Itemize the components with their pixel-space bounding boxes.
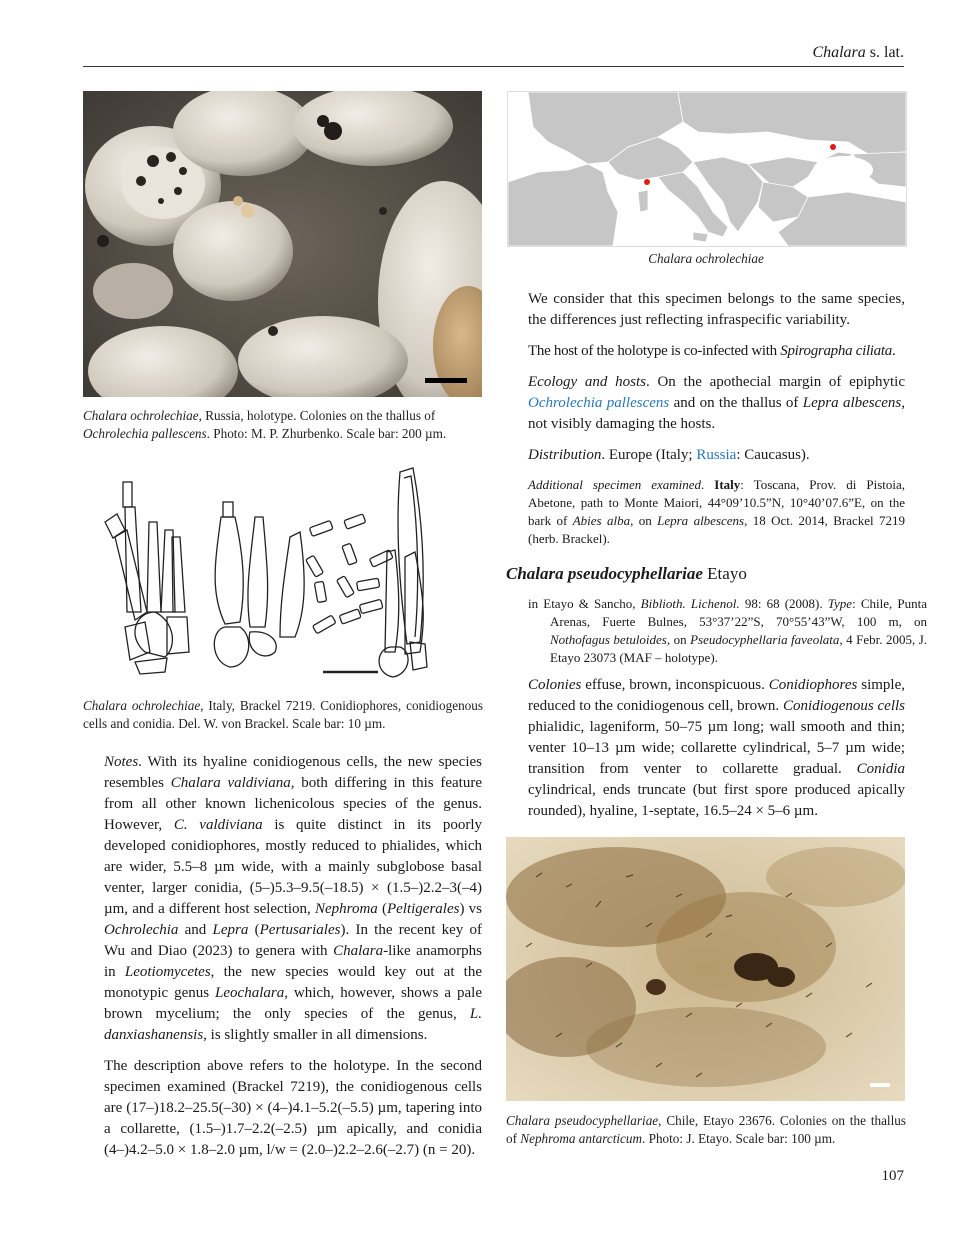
figure-2-caption xyxy=(83,697,483,733)
caption-species: Chalara pseudocyphellariae xyxy=(506,1113,659,1128)
notes-label: Notes xyxy=(104,754,139,770)
t: Type xyxy=(827,596,853,611)
photo-graphic xyxy=(83,91,482,397)
distribution-label: Distribution xyxy=(528,447,602,463)
running-head xyxy=(812,44,904,62)
caption-host: Ochrolechia pallescens xyxy=(83,426,207,441)
species-description xyxy=(528,675,905,832)
t: . On the apothecial margin of epiphytic xyxy=(645,374,905,390)
ochrolechia-pallescens-link[interactable]: Ochrolechia pallescens xyxy=(528,395,670,411)
species-author: Etayo xyxy=(702,564,747,583)
line-drawing xyxy=(95,462,475,687)
t: Lepra albescens xyxy=(657,513,745,528)
ecology-label: Ecology and hosts xyxy=(528,374,646,390)
t: Conidiophores xyxy=(768,677,858,693)
figure-1-caption xyxy=(83,407,483,443)
t: -like anamorphs in xyxy=(104,943,482,980)
caption-text: , Chile, Etayo 23676. Colonies on the thallus of xyxy=(506,1113,906,1146)
notes-paragraph xyxy=(104,752,482,1046)
t: and xyxy=(178,922,213,938)
russia-link[interactable]: Russia xyxy=(696,447,737,463)
t: : Toscana, Prov. di Pistoia, Abetone, path to Monte Maiori, 44°09’10.5”N, 10°40’07.6”E, on the bark of xyxy=(528,477,905,528)
species-reference xyxy=(528,595,927,667)
host-coinfection-paragraph xyxy=(528,341,905,362)
t: Leotiomycetes xyxy=(124,964,211,980)
t: L. danxiashanensis xyxy=(104,1006,482,1043)
t: and on the thallus of xyxy=(669,395,803,411)
t: Chalara valdiviana xyxy=(170,775,291,791)
ecology-paragraph xyxy=(528,372,905,435)
t: Spirographa ciliata xyxy=(780,343,892,359)
caption-end: . Photo: J. Etayo. Scale bar: 100 µm. xyxy=(642,1131,836,1146)
running-head-genus: Chalara xyxy=(812,44,866,61)
t: , is slightly smaller in all dimensions. xyxy=(203,1027,428,1043)
t: Conidiogenous cells xyxy=(782,698,906,714)
right-column-text xyxy=(528,289,905,548)
t: Conidia xyxy=(856,761,905,777)
t: Pertusariales xyxy=(259,922,341,938)
caption-end: . Photo: M. P. Zhurbenko. Scale bar: 200 µm. xyxy=(206,426,447,441)
photo-graphic-2 xyxy=(506,837,905,1101)
additional-specimen-paragraph: Additional specimen examined. Italy: Toscana, Prov. di Pistoia, Abetone, path to Monte Maiori, 44°09’10.5”N, 10°40’07.6”E, on the bark of Abies alba, on Lepra albescens, 18 Oct. 2014, Brackel 7219 (herb. Brackel). xyxy=(528,477,905,546)
t: 98: 68 (2008). xyxy=(739,596,828,611)
t: , which, however, shows a pale brown mycelium; the only species of the genus, xyxy=(104,985,482,1022)
t: Colonies xyxy=(528,677,582,693)
t: Leochalara xyxy=(215,985,285,1001)
t: Italy xyxy=(714,477,741,492)
running-head-suffix: s. lat. xyxy=(865,44,904,61)
t: Lepra xyxy=(212,922,249,938)
t: , the new species would key out at the monotypic genus xyxy=(104,964,483,1001)
caption-host: Nephroma antarcticum xyxy=(520,1131,643,1146)
t: Nephroma xyxy=(315,901,378,917)
t: Nothofagus betuloides xyxy=(550,632,667,647)
t: Lepra albescens xyxy=(802,395,902,411)
figure-3-caption xyxy=(506,1112,906,1148)
second-specimen-paragraph: The description above refers to the holotype. In the second specimen examined (Brackel 7219), the conidiogenous cells are (17–)18.2–25.5(–30) × (4–)4.1–5.2(–5.5) µm, tapering into a collarette, (1.5–)1.7–2.2(–2.5) µm apically, and conidia (4–)4.2–5.0 × 1.8–2.0 µm, l/w = (2.0–)2.2–2.6(–2.7) (n = 20). xyxy=(104,1058,482,1158)
left-column-text xyxy=(104,752,482,1171)
description-paragraph xyxy=(528,675,905,822)
t: , on xyxy=(666,632,691,647)
t: cylindrical, ends truncate (but first spore produced apically rounded), hyaline, 1-septate, 16.5–24 × 5–6 µm. xyxy=(528,782,905,819)
photo-chalara-ochrolechiae-colonies xyxy=(83,91,482,397)
t: is quite distinct in its poorly developed conidiophores, mostly reduced to phialides, which are wider, 5.5–8 µm wide, with a mainly subglobose basal venter, larger conidia, (5–)5.3–9.5(–18.5) × (1.5–)2.2–3(–4) µm, and a different host selection, xyxy=(104,817,482,917)
t: simple, reduced to the conidiogenous cell, brown. xyxy=(528,677,905,714)
t: ( xyxy=(248,922,260,938)
caption-species: Chalara ochrolechiae xyxy=(83,698,201,713)
t: . With its hyaline conidiogenous cells, the new species resembles xyxy=(104,754,482,791)
t: effuse, brown, inconspicuous. xyxy=(581,677,769,693)
photo-chalara-pseudocyphellariae-colonies xyxy=(506,837,905,1101)
t: C. valdiviana xyxy=(173,817,263,833)
same-species-paragraph: We consider that this specimen belongs to the same species, the differences just reflecting infraspecific variability. xyxy=(528,291,905,328)
map-graphic xyxy=(508,92,906,246)
t: , not visibly damaging the hosts. xyxy=(528,395,906,432)
t: The host of the holotype is co-infected with xyxy=(528,343,781,359)
t: . xyxy=(891,343,896,359)
page-number: 107 xyxy=(881,1168,904,1184)
t: Pseudocyphellaria faveolata xyxy=(690,632,840,647)
caption-text: , Italy, Brackel 7219. Conidiophores, conidiogenous cells and conidia. Del. W. von Brackel. Scale bar: 10 µm. xyxy=(83,698,484,731)
t: . Europe (Italy; xyxy=(601,447,697,463)
t: Peltigerales xyxy=(386,901,460,917)
t: Additional specimen examined xyxy=(528,477,702,492)
t: ) vs xyxy=(459,901,482,917)
t: : Chile, Punta Arenas, Fuerte Bulnes, 53°37’22”S, 70°55’43”W, 100 m, on xyxy=(550,596,927,629)
caption-text: , Russia, holotype. Colonies on the thallus of xyxy=(198,408,436,423)
drawing-conidiophores xyxy=(95,462,475,687)
t: phialidic, lageniform, 50–75 µm long; wall smooth and thin; venter 10–13 µm wide; collarette cylindrical, 5–7 µm wide; transition from venter to collarette gradual. xyxy=(528,719,905,777)
distribution-map xyxy=(507,91,907,247)
distribution-paragraph xyxy=(528,445,905,466)
t: ( xyxy=(377,901,387,917)
t: Ochrolechia xyxy=(104,922,179,938)
t: Chalara xyxy=(333,943,384,959)
t: Abies alba xyxy=(572,513,631,528)
caption-species: Chalara ochrolechiae xyxy=(83,408,199,423)
species-name: Chalara pseudocyphellariae xyxy=(506,564,703,583)
t: : Caucasus). xyxy=(736,447,810,463)
map-caption-text: Chalara ochrolechiae xyxy=(648,251,764,266)
t: , on xyxy=(630,513,658,528)
map-caption xyxy=(507,250,905,268)
t: , 18 Oct. 2014, Brackel 7219 (herb. Brackel). xyxy=(528,513,905,546)
t: in Etayo & Sancho, xyxy=(528,596,641,611)
t: Biblioth. Lichenol. xyxy=(640,596,740,611)
t: , both differing in this feature from all other known lichenicolous species of the genus. However, xyxy=(104,775,483,833)
species-heading xyxy=(506,564,906,584)
t: , 4 Febr. 2005, J. Etayo 23073 (MAF – holotype). xyxy=(550,632,928,665)
header-rule xyxy=(83,66,904,67)
t: ). In the recent key of Wu and Diao (2023) to genera with xyxy=(104,922,482,959)
